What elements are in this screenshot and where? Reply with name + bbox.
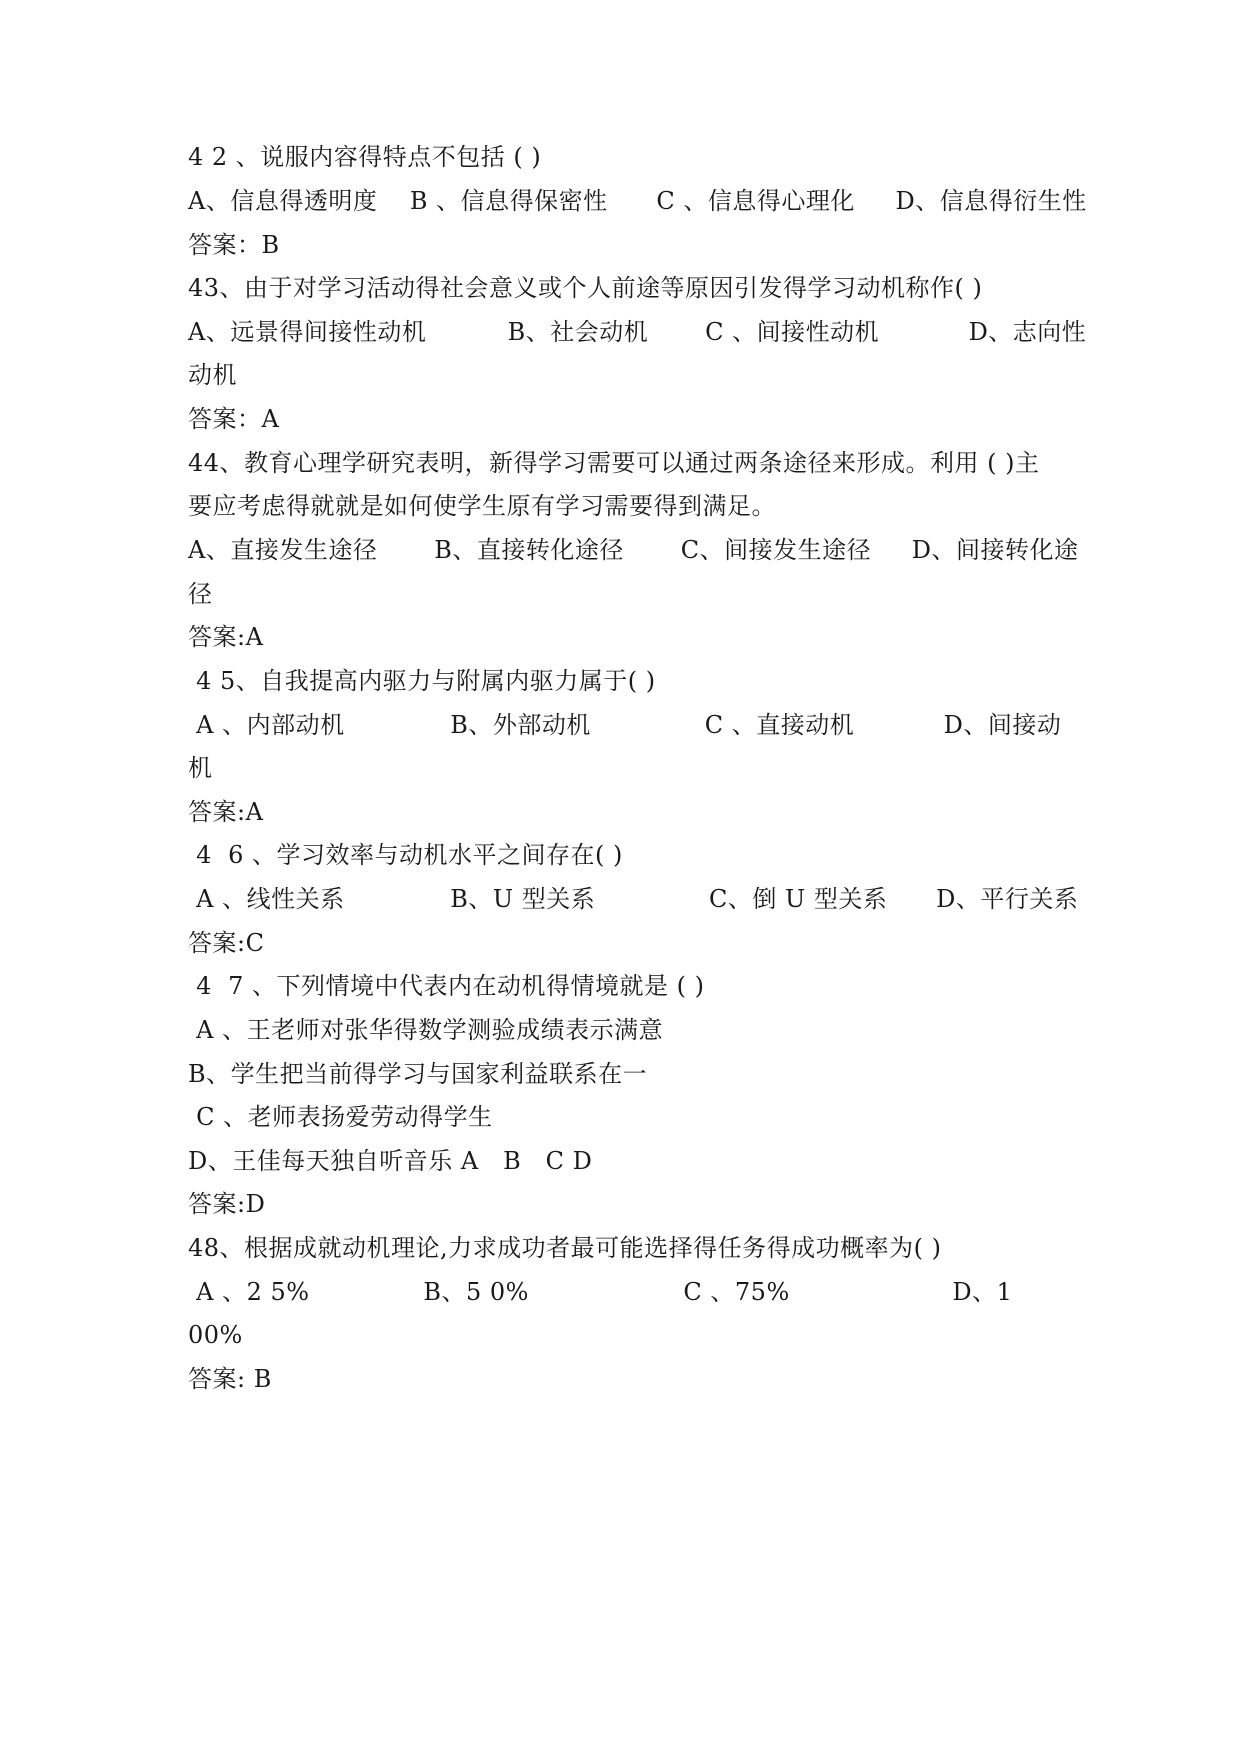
- question-43-options: A、远景得间接性动机 B、社会动机 C 、间接性动机 D、志向性: [188, 318, 1087, 346]
- question-44-options: A、直接发生途径 B、直接转化途径 C、间接发生途径 D、间接转化途: [188, 536, 1079, 564]
- question-45-answer: 答案:A: [188, 798, 264, 826]
- question-47-option-b: B、学生把当前得学习与国家利益联系在一: [188, 1060, 648, 1088]
- question-47-text: 4 7 、下列情境中代表内在动机得情境就是 ( ): [188, 972, 705, 1000]
- question-47-option-a: A 、王老师对张华得数学测验成绩表示满意: [188, 1016, 664, 1044]
- question-42-answer: 答案：B: [188, 231, 280, 259]
- question-45-options: A 、内部动机 B、外部动机 C 、直接动机 D、间接动: [188, 711, 1062, 739]
- question-47-option-d: D、王佳每天独自听音乐 A B C D: [188, 1147, 593, 1175]
- question-47-option-c: C 、老师表扬爱劳动得学生: [188, 1103, 493, 1131]
- question-44-options-cont: 径: [188, 580, 213, 608]
- question-48-text: 48、根据成就动机理论,力求成功者最可能选择得任务得成功概率为( ): [188, 1234, 942, 1262]
- question-45-text: 4 5、自我提高内驱力与附属内驱力属于( ): [188, 667, 656, 695]
- question-44-answer: 答案:A: [188, 623, 264, 651]
- question-46-options: A 、线性关系 B、U 型关系 C、倒 U 型关系 D、平行关系: [188, 885, 1079, 913]
- question-45-options-cont: 机: [188, 754, 213, 782]
- question-44-text-cont: 要应考虑得就就是如何使学生原有学习需要得到满足。: [188, 492, 776, 520]
- question-48-options-cont: 00%: [188, 1321, 243, 1349]
- question-47-answer: 答案:D: [188, 1190, 266, 1218]
- question-43-text: 43、由于对学习活动得社会意义或个人前途等原因引发得学习动机称作( ): [188, 274, 983, 302]
- question-48-answer: 答案: B: [188, 1365, 272, 1393]
- question-42-options: A、信息得透明度 B 、信息得保密性 C 、信息得心理化 D、信息得衍生性: [188, 187, 1087, 215]
- question-48-options: A 、2 5% B、5 0% C 、75% D、1: [188, 1278, 1013, 1306]
- question-43-answer: 答案：A: [188, 405, 280, 433]
- question-46-text: 4 6 、学习效率与动机水平之间存在( ): [188, 841, 623, 869]
- question-42-text: 4 2 、说服内容得特点不包括 ( ): [188, 143, 542, 171]
- question-43-options-cont: 动机: [188, 361, 237, 389]
- question-46-answer: 答案:C: [188, 929, 265, 957]
- question-44-text: 44、教育心理学研究表明，新得学习需要可以通过两条途径来形成。利用 ( )主: [188, 449, 1040, 477]
